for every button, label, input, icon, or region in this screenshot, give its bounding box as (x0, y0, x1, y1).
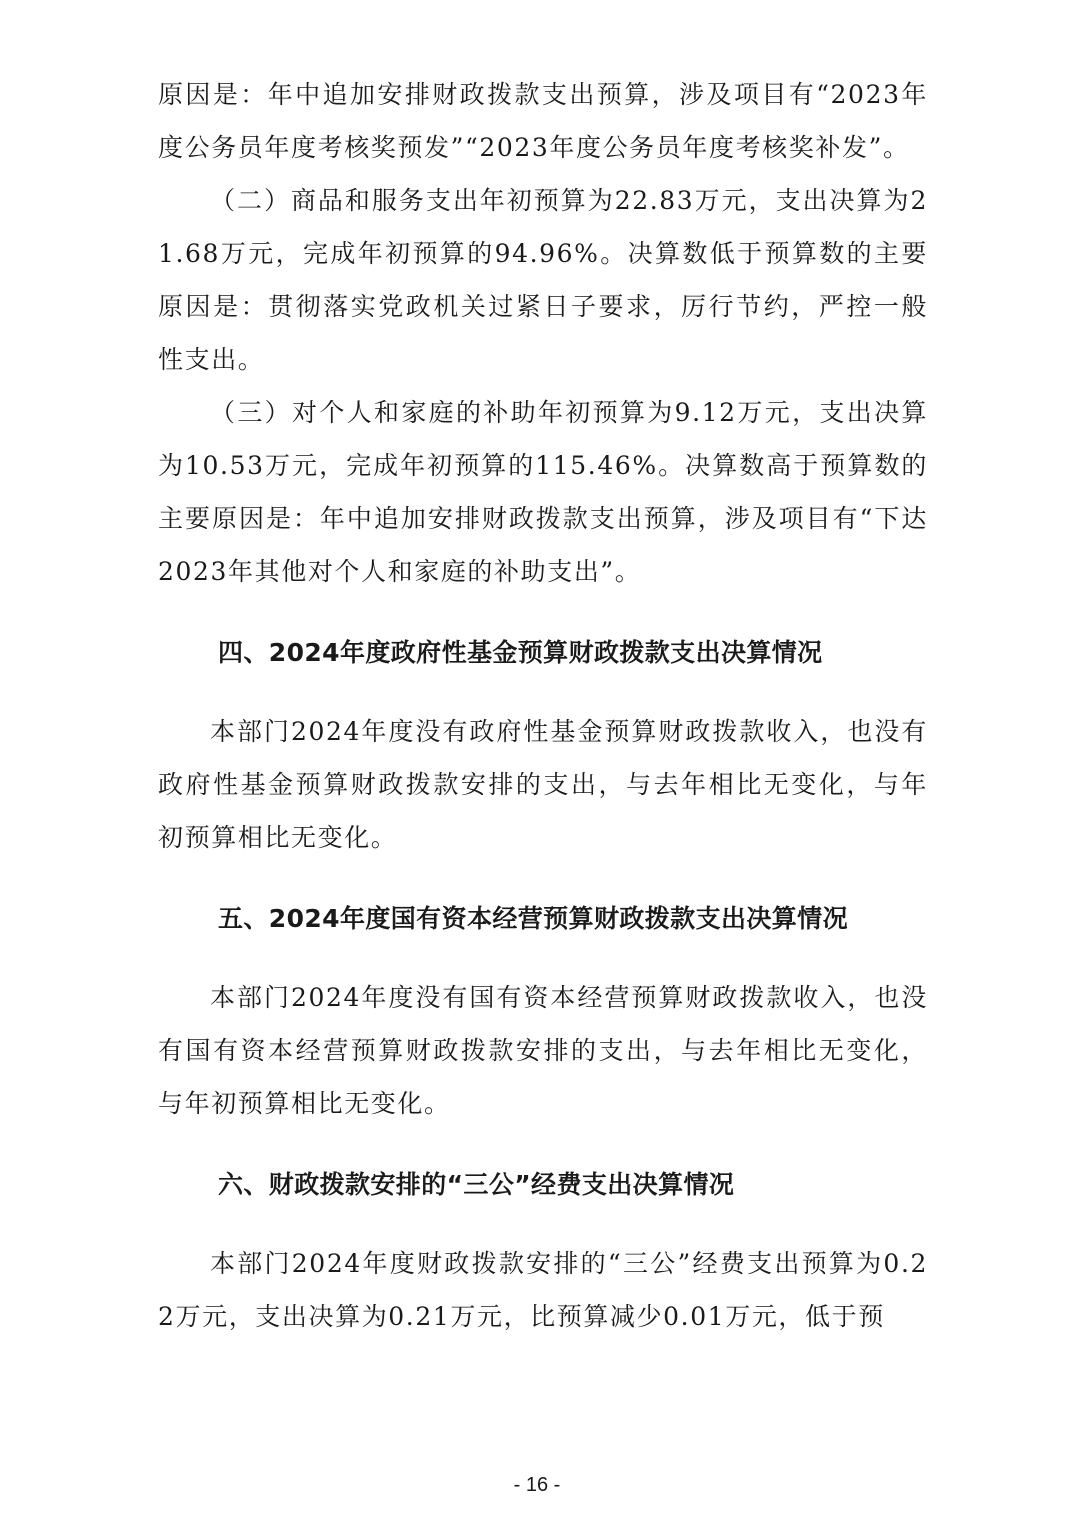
paragraph-continued-reason: 原因是：年中追加安排财政拨款支出预算，涉及项目有“2023年度公务员年度考核奖预发”“2023年度公务员年度考核奖补发”。 (158, 80, 928, 162)
paragraph-state-capital: 本部门2024年度没有国有资本经营预算财政拨款收入，也没有国有资本经营预算财政拨款安排的支出，与去年相比无变化，与年初预算相比无变化。 (158, 983, 928, 1118)
section-heading-5: 五、2024年度国有资本经营预算财政拨款支出决算情况 (218, 904, 848, 933)
paragraph-individual-family-subsidy: （三）对个人和家庭的补助年初预算为9.12万元，支出决算为10.53万元，完成年初预算的115.46%。决算数高于预算数的主要原因是：年中追加安排财政拨款支出预算，涉及项目有“下达2023年其他对个人和家庭的补助支出”。 (158, 398, 928, 586)
page-content (158, 68, 928, 1343)
page-number: - 16 - (513, 1474, 561, 1496)
paragraph-goods-services: （二）商品和服务支出年初预算为22.83万元，支出决算为21.68万元，完成年初预算的94.96%。决算数低于预算数的主要原因是：贯彻落实党政机关过紧日子要求，厉行节约，严控一般性支出。 (158, 186, 928, 374)
paragraph-three-public-expenses: 本部门2024年度财政拨款安排的“三公”经费支出预算为0.22万元，支出决算为0.21万元，比预算减少0.01万元，低于预 (158, 1249, 928, 1331)
section-heading-6: 六、财政拨款安排的“三公”经费支出决算情况 (218, 1170, 735, 1199)
paragraph-government-fund: 本部门2024年度没有政府性基金预算财政拨款收入，也没有政府性基金预算财政拨款安排的支出，与去年相比无变化，与年初预算相比无变化。 (158, 717, 928, 852)
section-heading-4: 四、2024年度政府性基金预算财政拨款支出决算情况 (218, 638, 823, 667)
